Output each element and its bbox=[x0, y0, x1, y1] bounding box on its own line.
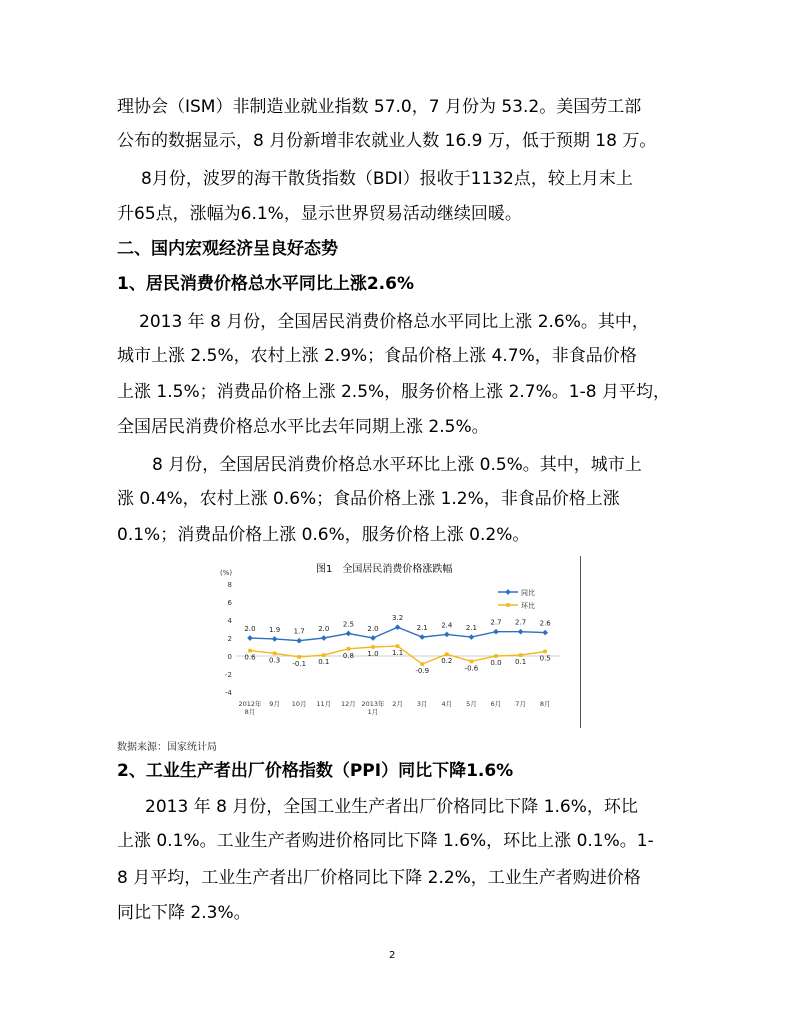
mom-point bbox=[322, 653, 326, 657]
y-tick-label: 2 bbox=[227, 635, 232, 643]
legend-label: 环比 bbox=[521, 602, 535, 610]
mom-point bbox=[445, 652, 449, 656]
y-tick-label: -2 bbox=[225, 671, 232, 679]
mom-point bbox=[396, 644, 400, 648]
yoy-data-label: 2.0 bbox=[318, 625, 330, 633]
paragraph-line: 全国居民消费价格总水平比去年同期上涨 2.5%。 bbox=[117, 417, 489, 437]
chart-background bbox=[214, 556, 564, 732]
y-tick-label: 4 bbox=[227, 617, 232, 625]
mom-data-label: 1.1 bbox=[392, 649, 404, 658]
mom-point bbox=[248, 649, 252, 653]
yoy-data-label: 2.7 bbox=[490, 618, 502, 627]
x-tick-label: 3月 bbox=[416, 700, 428, 708]
x-tick-label: 2012年 bbox=[238, 700, 262, 708]
mom-point bbox=[519, 653, 523, 657]
paragraph-line: 2013 年 8 月份，全国工业生产者出厂价格同比下降 1.6%，环比 bbox=[145, 797, 638, 817]
mom-data-label: 0.3 bbox=[269, 656, 281, 665]
mom-data-label: 0.6 bbox=[244, 653, 256, 662]
x-tick-label: 7月 bbox=[515, 700, 526, 708]
x-tick-label: 6月 bbox=[490, 700, 502, 708]
mom-data-label: -0.6 bbox=[464, 664, 479, 673]
paragraph-line: 8 月平均，工业生产者出厂价格同比下降 2.2%，工业生产者购进价格 bbox=[117, 868, 641, 888]
yoy-data-label: 2.0 bbox=[244, 625, 256, 633]
mom-point bbox=[273, 652, 277, 656]
section-heading: 二、国内宏观经济呈良好态势 bbox=[117, 239, 338, 259]
yoy-data-label: 1.9 bbox=[269, 625, 281, 634]
legend-marker bbox=[506, 603, 510, 607]
x-tick-label: 8月 bbox=[539, 700, 551, 708]
yoy-data-label: 3.2 bbox=[392, 614, 404, 623]
paragraph-line: 上涨 1.5%；消费品价格上涨 2.5%，服务价格上涨 2.7%。1-8 月平均， bbox=[117, 382, 670, 402]
y-tick-label: 0 bbox=[227, 653, 232, 661]
yoy-data-label: 2.7 bbox=[515, 618, 527, 627]
mom-data-label: 0.5 bbox=[539, 654, 551, 663]
yoy-data-label: 2.6 bbox=[539, 619, 551, 628]
mom-point bbox=[420, 662, 424, 666]
mom-point bbox=[494, 654, 498, 658]
yoy-data-label: 2.0 bbox=[367, 625, 379, 633]
mom-data-label: 0.2 bbox=[441, 657, 453, 666]
page-number: 2 bbox=[389, 950, 396, 961]
chart-title: 图1 全国居民消费价格涨跌幅 bbox=[316, 564, 453, 575]
mom-point bbox=[543, 650, 547, 654]
yoy-data-label: 1.7 bbox=[293, 627, 305, 636]
mom-data-label: 1.0 bbox=[367, 650, 379, 658]
mom-data-label: 0.1 bbox=[318, 658, 330, 667]
paragraph-line: 0.1%；消费品价格上涨 0.6%，服务价格上涨 0.2%。 bbox=[117, 525, 530, 545]
paragraph-line: 2013 年 8 月份，全国居民消费价格总水平同比上涨 2.6%。其中， bbox=[139, 312, 649, 332]
yoy-data-label: 2.4 bbox=[441, 621, 453, 630]
paragraph-line: 理协会（ISM）非制造业就业指数 57.0，7 月份为 53.2。美国劳工部 bbox=[117, 97, 642, 117]
paragraph-line: 8 月份，全国居民消费价格总水平环比上涨 0.5%。其中，城市上 bbox=[152, 455, 642, 475]
y-axis-label: (%) bbox=[220, 569, 233, 577]
y-tick-label: 6 bbox=[227, 599, 232, 607]
x-tick-label: 4月 bbox=[441, 700, 453, 708]
mom-point bbox=[347, 647, 351, 651]
legend-label: 同比 bbox=[521, 589, 535, 597]
yoy-data-label: 2.1 bbox=[416, 624, 428, 633]
y-tick-label: -4 bbox=[225, 689, 232, 697]
paragraph-line: 城市上涨 2.5%，农村上涨 2.9%；食品价格上涨 4.7%，非食品价格 bbox=[117, 346, 637, 366]
x-tick-label: 2月 bbox=[392, 700, 403, 708]
x-tick-label: 2013年 bbox=[361, 700, 385, 708]
mom-data-label: -0.9 bbox=[415, 667, 430, 676]
mom-point bbox=[470, 660, 474, 664]
x-tick-label: 11月 bbox=[316, 700, 332, 708]
paragraph-line: 升65点，涨幅为6.1%，显示世界贸易活动继续回暖。 bbox=[117, 204, 522, 224]
vertical-rule bbox=[580, 556, 581, 728]
subsection-heading: 2、工业生产者出厂价格指数（PPI）同比下降1.6% bbox=[117, 761, 514, 781]
mom-data-label: -0.1 bbox=[292, 659, 307, 668]
paragraph-line: 上涨 0.1%。工业生产者购进价格同比下降 1.6%，环比上涨 0.1%。1- bbox=[117, 831, 654, 851]
x-tick-label: 9月 bbox=[269, 700, 280, 708]
x-tick-label: 1月 bbox=[367, 708, 379, 716]
mom-point bbox=[371, 645, 375, 649]
y-tick-label: 8 bbox=[227, 581, 232, 589]
paragraph-line: 涨 0.4%，农村上涨 0.6%；食品价格上涨 1.2%，非食品价格上涨 bbox=[117, 489, 620, 509]
paragraph-line: 公布的数据显示，8 月份新增非农就业人数 16.9 万，低于预期 18 万。 bbox=[117, 131, 657, 151]
data-source: 数据来源：国家统计局 bbox=[117, 742, 217, 753]
mom-point bbox=[297, 655, 301, 659]
x-tick-label: 8月 bbox=[244, 708, 256, 716]
paragraph-line: 8月份，波罗的海干散货指数（BDI）报收于1132点，较上月末上 bbox=[141, 169, 633, 189]
cpi-chart bbox=[214, 556, 586, 732]
paragraph-line: 同比下降 2.3%。 bbox=[117, 903, 251, 923]
mom-data-label: 0.8 bbox=[342, 651, 354, 660]
mom-data-label: 0.0 bbox=[490, 659, 502, 667]
mom-data-label: 0.1 bbox=[515, 658, 527, 667]
x-tick-label: 5月 bbox=[466, 700, 477, 708]
cpi-chart-svg bbox=[214, 556, 586, 732]
x-tick-label: 12月 bbox=[341, 700, 356, 708]
subsection-heading: 1、居民消费价格总水平同比上涨2.6% bbox=[117, 274, 414, 294]
yoy-data-label: 2.5 bbox=[342, 620, 354, 629]
yoy-data-label: 2.1 bbox=[465, 624, 477, 633]
x-tick-label: 10月 bbox=[291, 700, 307, 708]
